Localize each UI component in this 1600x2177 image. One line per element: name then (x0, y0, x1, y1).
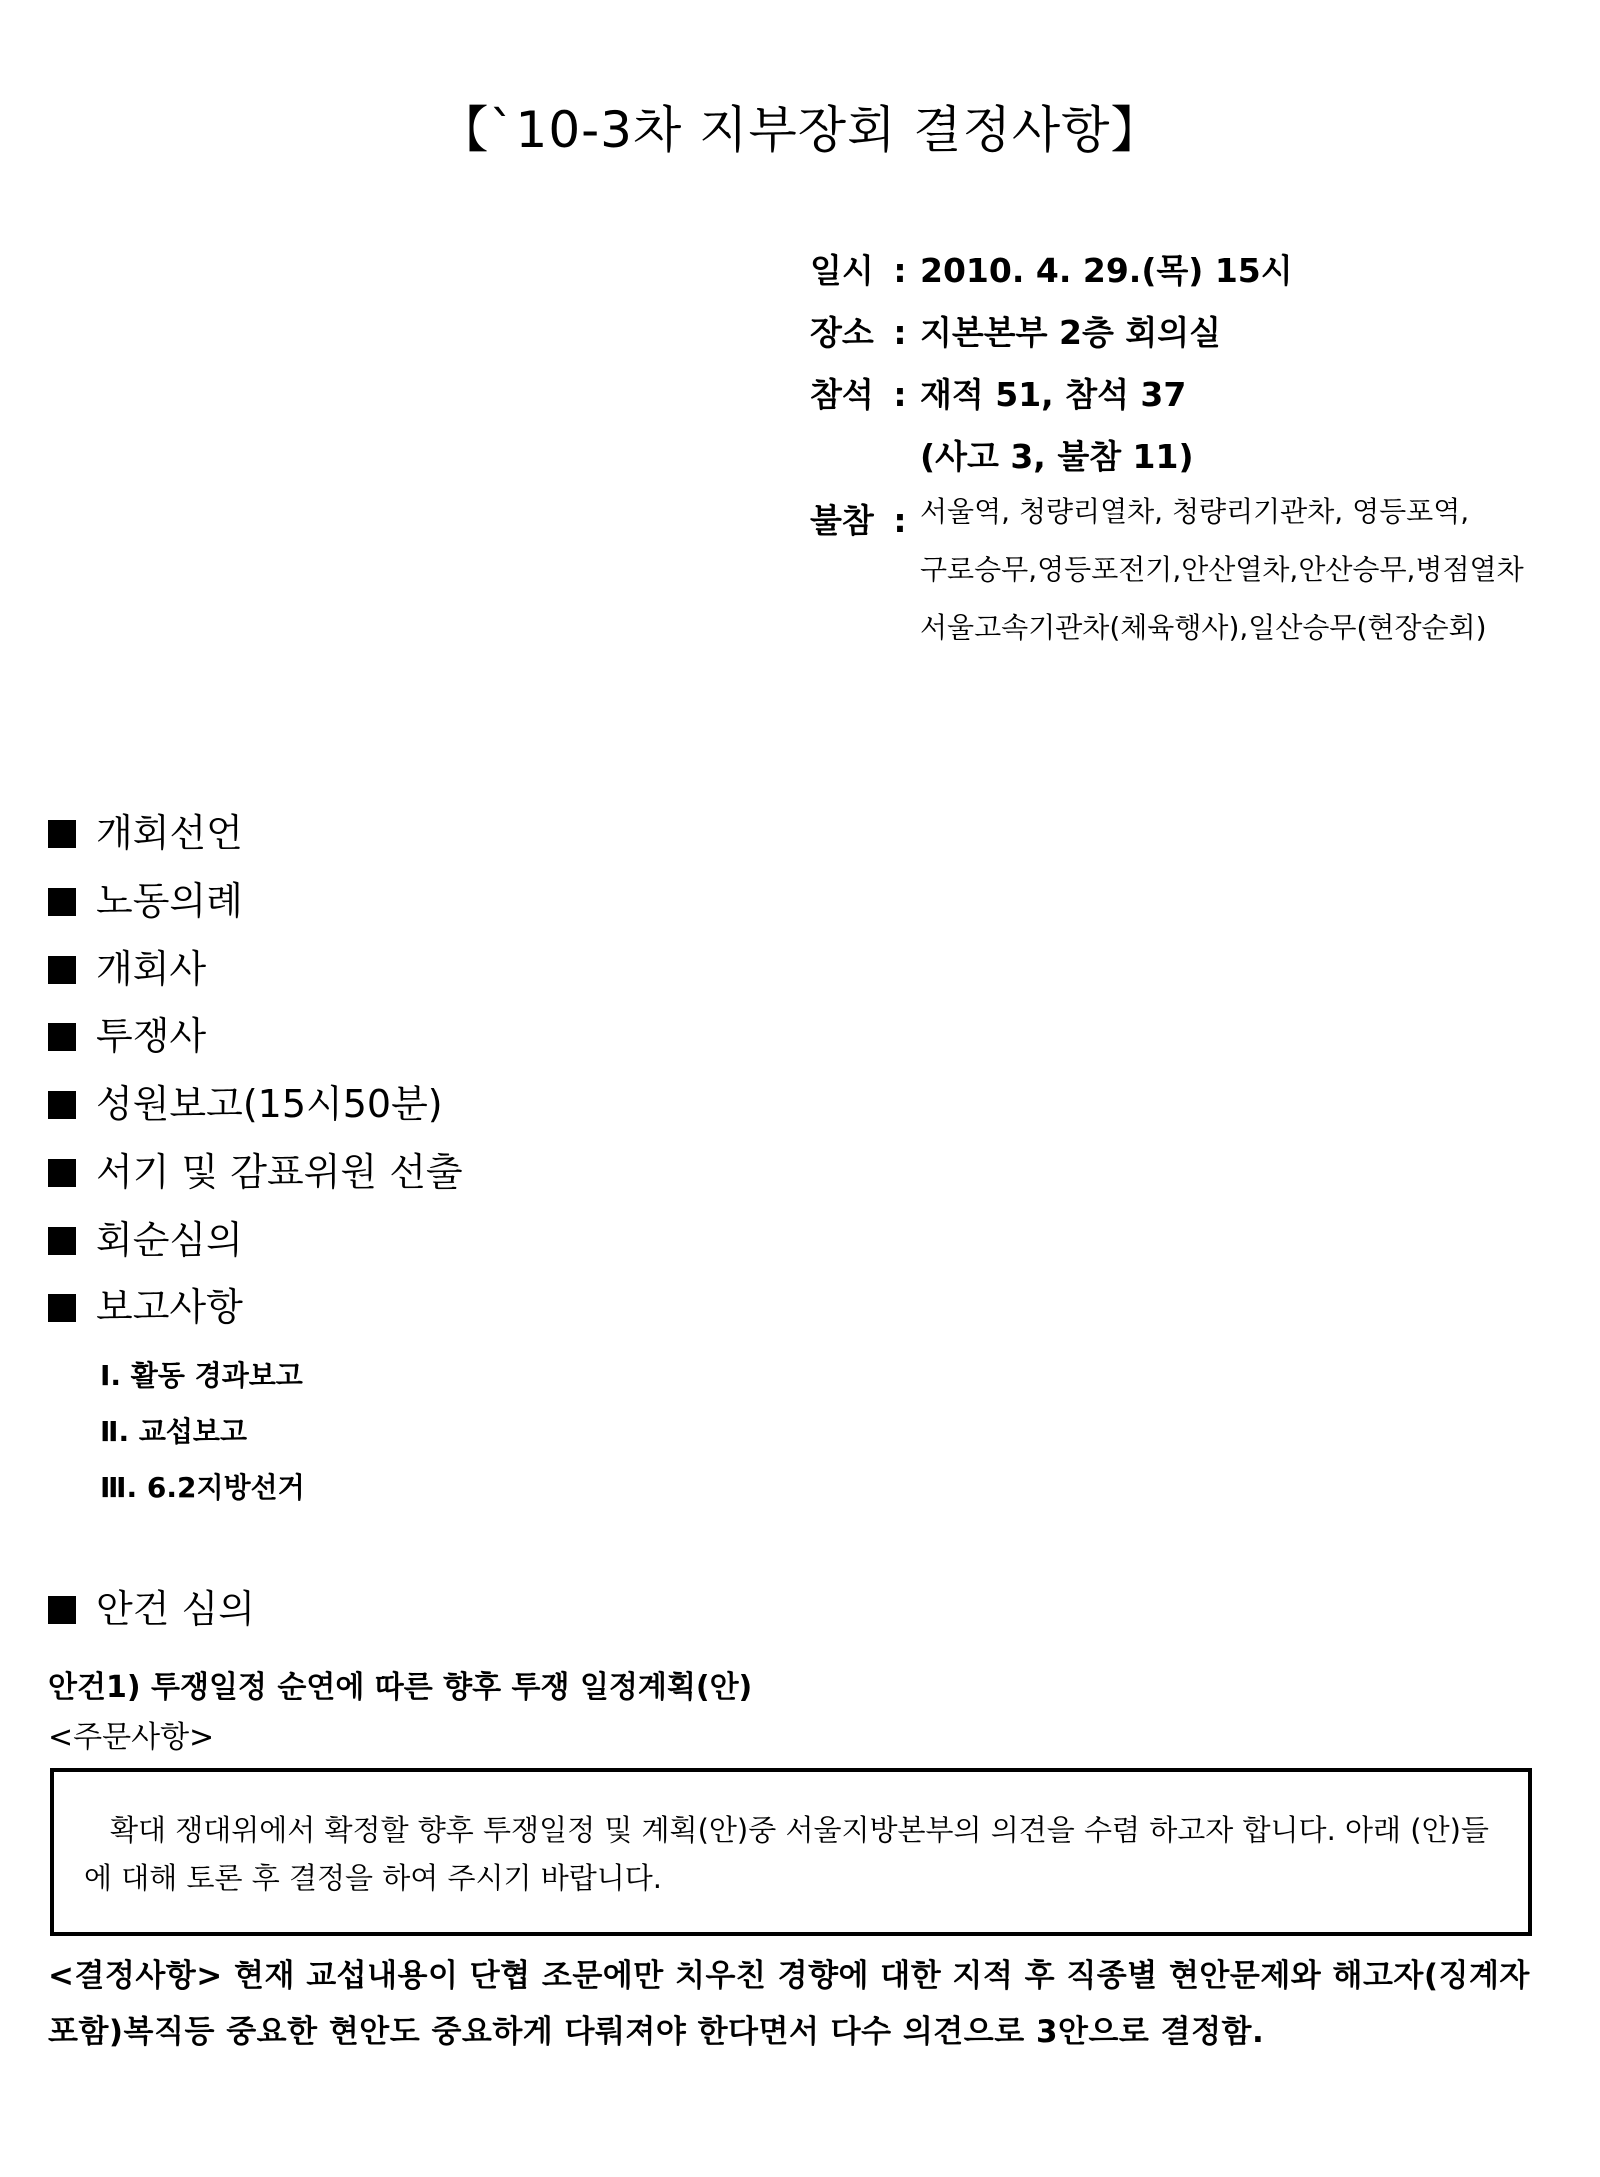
place-row (810, 307, 1221, 354)
square-bullet-icon (48, 1227, 76, 1255)
agenda-item: 개회선언 (48, 810, 243, 856)
square-bullet-icon (48, 956, 76, 984)
place-sep: : (893, 313, 907, 352)
attendance-label: 참석 (810, 375, 874, 414)
report-item: Ⅰ. 활동 경과보고 (100, 1359, 303, 1392)
datetime-value: 2010. 4. 29.(목) 15시 (920, 251, 1293, 290)
note-label: <주문사항> (48, 1720, 215, 1755)
page-title: 【`10-3차 지부장회 결정사항】 (438, 101, 1162, 159)
square-bullet-icon (48, 1091, 76, 1119)
agenda-item: 회순심의 (48, 1217, 243, 1263)
agenda-item: 노동의례 (48, 878, 243, 924)
report-item: Ⅲ. 6.2지방선거 (100, 1471, 305, 1504)
agenda-item: 성원보고(15시50분) (48, 1081, 443, 1127)
datetime-row (810, 245, 1293, 292)
square-bullet-icon (48, 1159, 76, 1187)
absent-label: 불참 (810, 501, 874, 540)
square-bullet-icon (48, 820, 76, 848)
place-label: 장소 (810, 313, 874, 352)
datetime-sep: : (893, 251, 907, 290)
attendance-sep: : (893, 375, 907, 414)
report-item: Ⅱ. 교섭보고 (100, 1415, 248, 1448)
section-heading: 안건 심의 (48, 1578, 255, 1633)
agenda-item: 개회사 (48, 946, 206, 992)
agenda-item-title: 안건1) 투쟁일정 순연에 따른 향후 투쟁 일정계획(안) (48, 1670, 753, 1705)
agenda-item: 서기 및 감표위원 선출 (48, 1149, 463, 1195)
absent-line: 서울역, 청량리열차, 청량리기관차, 영등포역, (920, 495, 1470, 528)
absent-row (810, 495, 920, 542)
attendance-value: 재적 51, 참석 37 (920, 375, 1187, 414)
place-value: 지본본부 2층 회의실 (920, 313, 1221, 352)
attendance-note: (사고 3, 불참 11) (920, 437, 1194, 476)
absent-sep: : (893, 501, 907, 540)
absent-list (920, 483, 1524, 657)
square-bullet-icon (48, 1596, 76, 1624)
agenda-item: 투쟁사 (48, 1013, 206, 1059)
agenda-item: 보고사항 (48, 1284, 243, 1330)
absent-line: 서울고속기관차(체육행사),일산승무(현장순회) (920, 611, 1487, 644)
decision-text: <결정사항> 현재 교섭내용이 단협 조문에만 치우친 경향에 대한 지적 후 직종별 현안문제와 해고자(징계자포함)복직등 중요한 현안도 중요하게 다뤄져야 한다면서 다수 의견으로 3안으로 결정함. (48, 1958, 1530, 2050)
note-box: 확대 쟁대위에서 확정할 향후 투쟁일정 및 계획(안)중 서울지방본부의 의견을 수렴 하고자 합니다. 아래 (안)들에 대해 토론 후 결정을 하여 주시기 바랍니다. (50, 1768, 1532, 1936)
square-bullet-icon (48, 1294, 76, 1322)
attendance-row (810, 369, 1186, 416)
absent-line: 구로승무,영등포전기,안산열차,안산승무,병점열차 (920, 553, 1524, 586)
square-bullet-icon (48, 1023, 76, 1051)
square-bullet-icon (48, 888, 76, 916)
datetime-label: 일시 (810, 251, 874, 290)
